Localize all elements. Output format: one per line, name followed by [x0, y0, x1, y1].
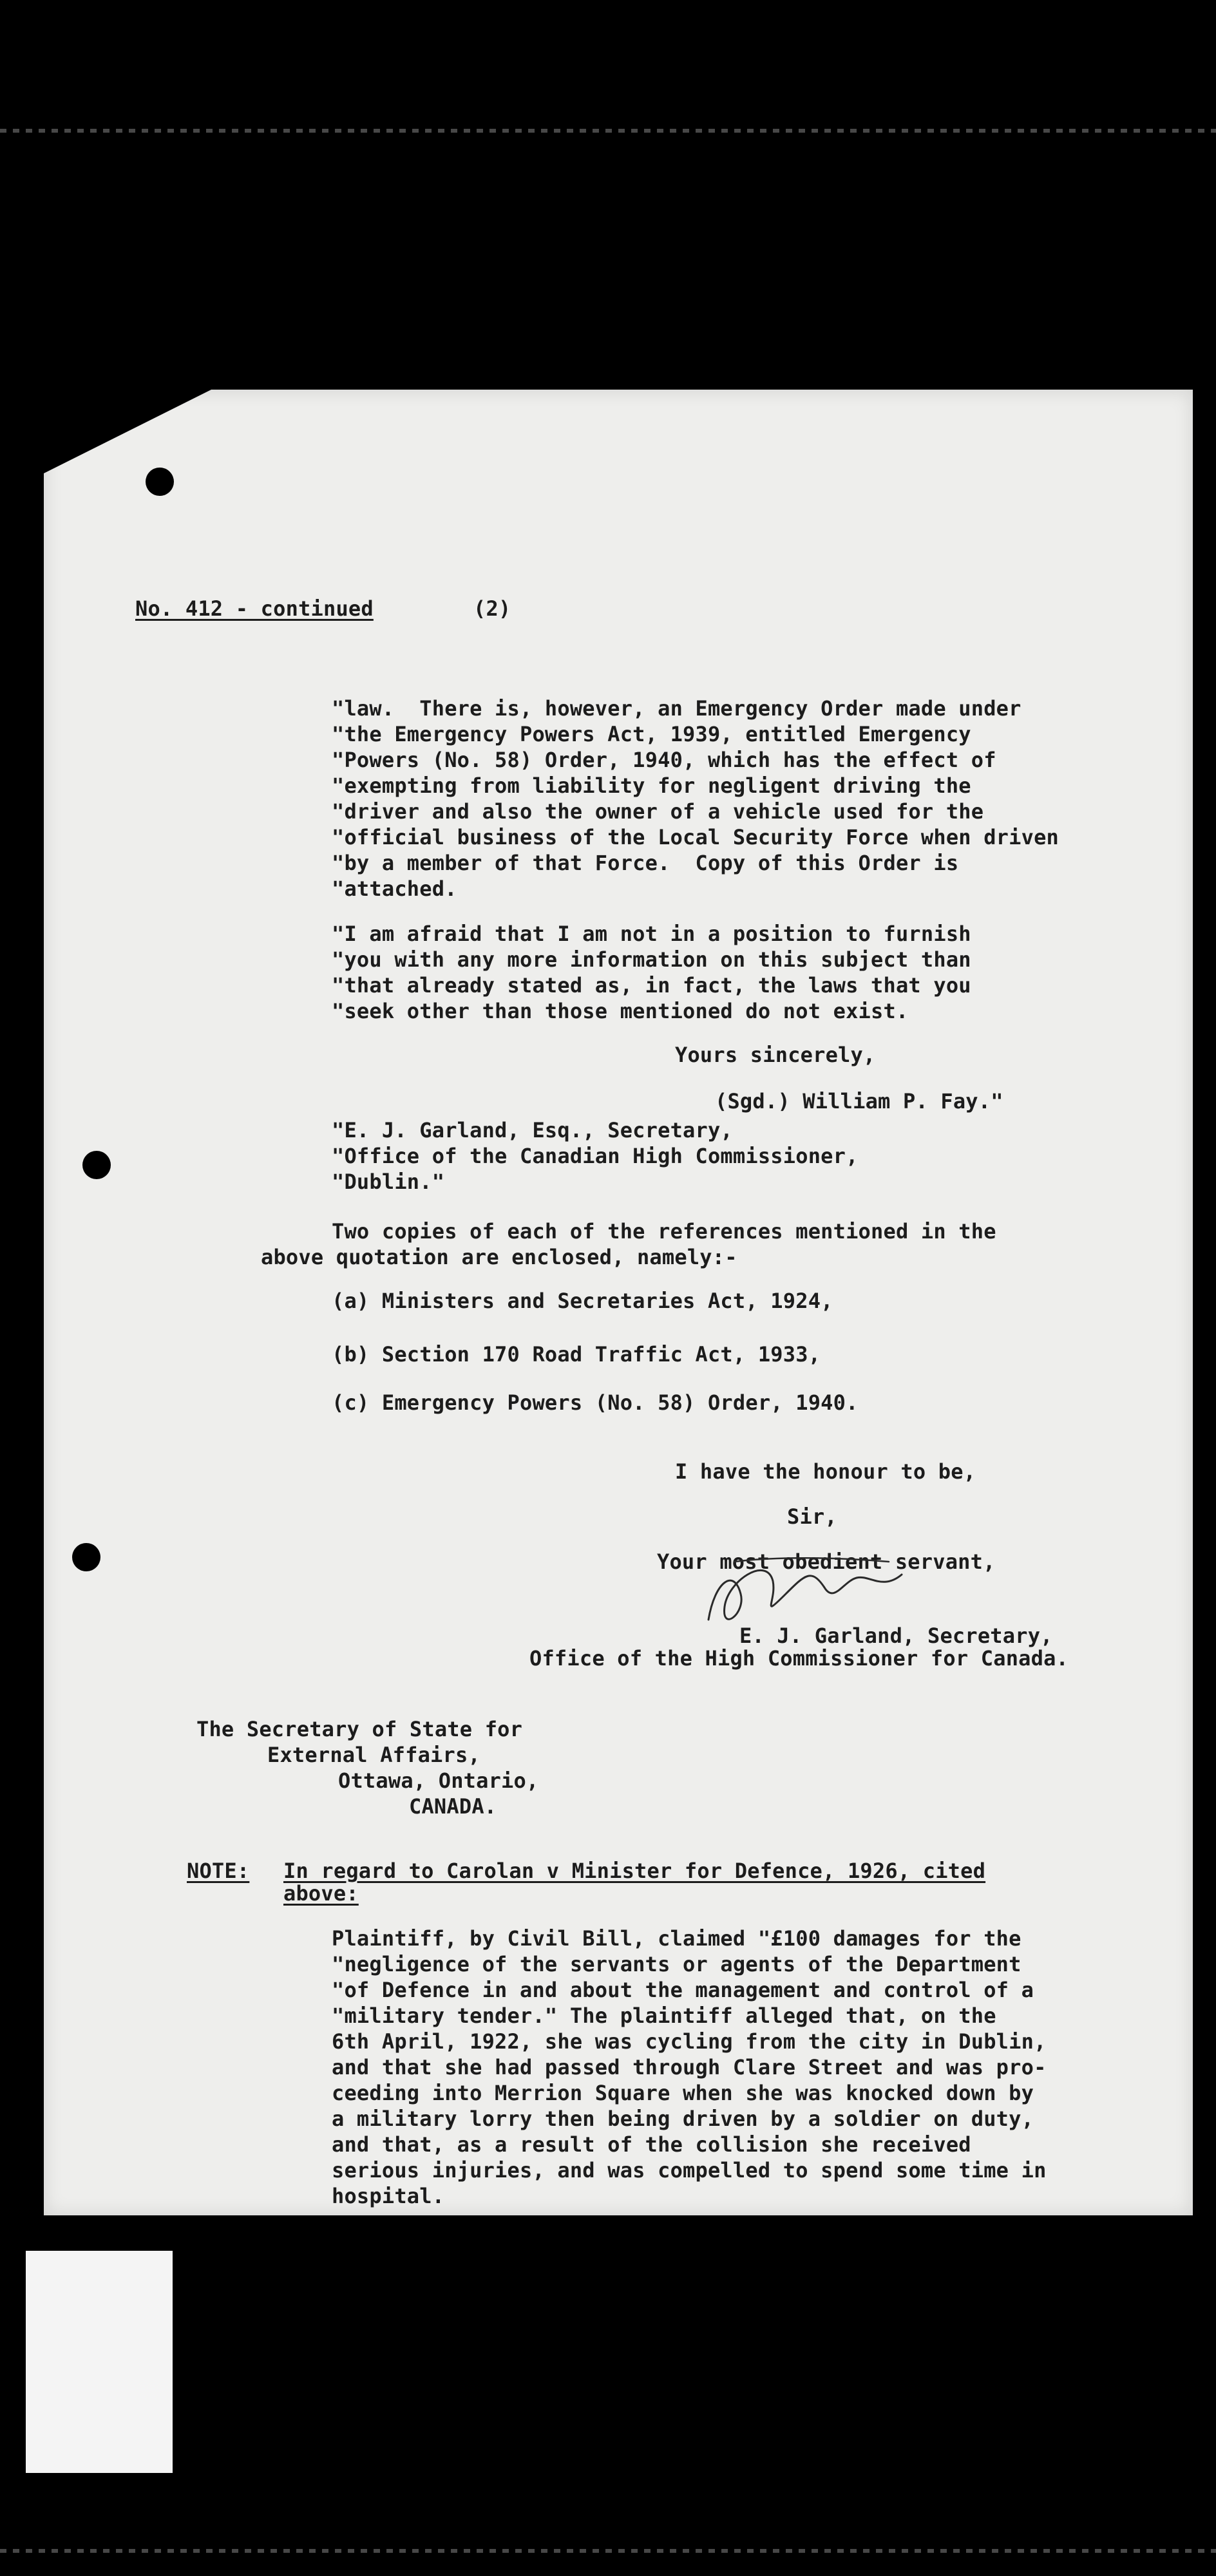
quote-line: "by a member of that Force. Copy of this Order is	[332, 851, 959, 875]
quote-line: "official business of the Local Security Force when driven	[332, 825, 1059, 849]
punch-hole-icon	[146, 468, 174, 496]
note-label: NOTE:	[187, 1859, 250, 1883]
quoted-addressee-line: "Office of the Canadian High Commissioner,	[332, 1144, 859, 1168]
calibration-card	[26, 2251, 173, 2473]
note-body-line: Plaintiff, by Civil Bill, claimed "£100 damages for the	[332, 1926, 1021, 1951]
note-body-line: hospital.	[332, 2184, 445, 2208]
enclosure-item: (b) Section 170 Road Traffic Act, 1933,	[332, 1342, 821, 1367]
signatory-office: Office of the High Commissioner for Canada.	[529, 1646, 1069, 1671]
note-body-line: "negligence of the servants or agents of the Department	[332, 1952, 1021, 1976]
enclosure-intro-line: above quotation are enclosed, namely:-	[261, 1245, 737, 1269]
recipient-line: CANADA.	[409, 1794, 497, 1819]
quote-line: "you with any more information on this subject than	[332, 947, 971, 972]
quote-line: "attached.	[332, 876, 457, 901]
note-body-line: ceeding into Merrion Square when she was knocked down by	[332, 2081, 1034, 2105]
quoted-signature: (Sgd.) William P. Fay."	[715, 1089, 1003, 1113]
page-number: (2)	[473, 596, 511, 621]
note-body-line: 6th April, 1922, she was cycling from the city in Dublin,	[332, 2029, 1047, 2054]
enclosure-item: (c) Emergency Powers (No. 58) Order, 1940.	[332, 1390, 859, 1415]
scan-top-dashes	[0, 129, 1216, 133]
punch-hole-icon	[82, 1151, 111, 1179]
quote-line: "I am afraid that I am not in a position to furnish	[332, 922, 971, 946]
recipient-line: External Affairs,	[267, 1743, 480, 1767]
note-body-line: "of Defence in and about the management and control of a	[332, 1978, 1034, 2002]
document-reference: No. 412 - continued	[135, 596, 374, 621]
note-body-line: and that she had passed through Clare Street and was pro-	[332, 2055, 1047, 2079]
quote-line: "law. There is, however, an Emergency Order made under	[332, 696, 1021, 721]
quote-line: "the Emergency Powers Act, 1939, entitled Emergency	[332, 722, 971, 746]
enclosure-intro-line: Two copies of each of the references mentioned in the	[332, 1219, 996, 1244]
note-body-line: serious injuries, and was compelled to spend some time in	[332, 2158, 1047, 2183]
closing-salutation: Sir,	[787, 1504, 837, 1529]
note-body-line: "military tender." The plaintiff alleged that, on the	[332, 2003, 996, 2028]
quoted-closing: Yours sincerely,	[675, 1043, 876, 1067]
quote-line: "exempting from liability for negligent driving the	[332, 773, 971, 798]
signatory-name: E. J. Garland, Secretary,	[739, 1624, 1053, 1648]
recipient-line: The Secretary of State for	[196, 1717, 523, 1741]
punch-hole-icon	[72, 1543, 100, 1571]
quote-line: "driver and also the owner of a vehicle used for the	[332, 799, 984, 824]
quote-line: "Powers (No. 58) Order, 1940, which has the effect of	[332, 748, 996, 772]
folded-corner	[44, 390, 211, 473]
note-heading: In regard to Carolan v Minister for Defence, 1926, cited	[283, 1859, 986, 1883]
note-body-line: a military lorry then being driven by a soldier on duty,	[332, 2107, 1034, 2131]
closing-line: Your most obedient servant,	[657, 1549, 996, 1574]
quoted-addressee-line: "Dublin."	[332, 1170, 445, 1194]
quote-line: "seek other than those mentioned do not exist.	[332, 999, 909, 1023]
closing-line: I have the honour to be,	[675, 1459, 976, 1484]
note-body-line: and that, as a result of the collision she received	[332, 2132, 971, 2157]
enclosure-item: (a) Ministers and Secretaries Act, 1924,	[332, 1289, 833, 1313]
scan-bottom-dashes	[0, 2549, 1216, 2553]
note-heading: above:	[283, 1881, 359, 1906]
quoted-addressee-line: "E. J. Garland, Esq., Secretary,	[332, 1118, 733, 1142]
quote-line: "that already stated as, in fact, the laws that you	[332, 973, 971, 998]
recipient-line: Ottawa, Ontario,	[338, 1768, 539, 1793]
